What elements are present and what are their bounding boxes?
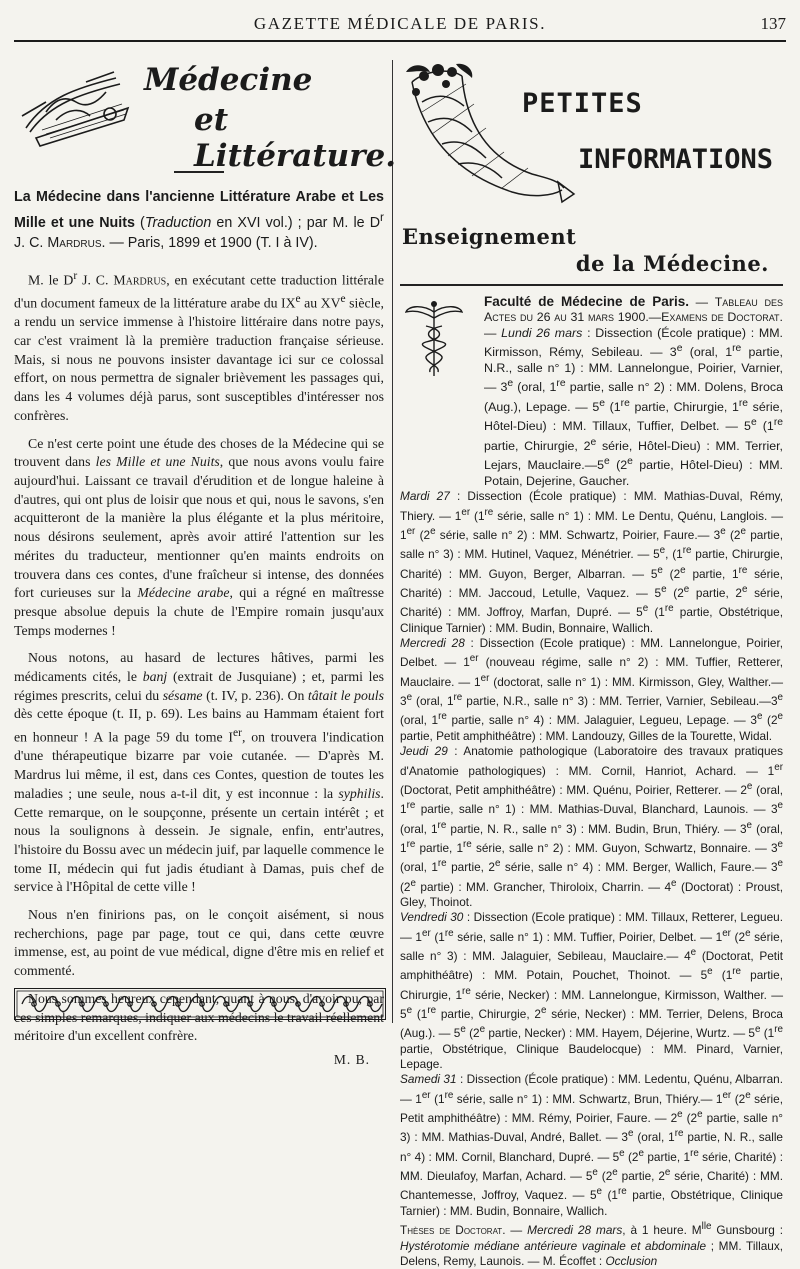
- section-heading-line1: Enseignement: [402, 224, 577, 249]
- exam-schedule-text: Mardi 27 : Dissection (École pratique) : MM. Mathias-Duval, Rémy, Thiery. — 1er (1re série, salle n° 1) : MM. Le Dentu, Quénu, Langlois. — 1er (2e série, salle n° 2) : MM. Schwartz, Poirier, Faure.— 3e (2e partie, salle n° 3) : MM. Hutinel, Vaquez, Ménétrier. — 5e, (1re partie, Chirurgie, Charité) : MM. Guyon, Berger, Albarran. — 5e (2e partie, 1re série, Charité) : MM. Jaccoud, Letulle, Vaquez. — 5e (2e partie, 2e série, Charité) : MM. Joffroy, Marfan, Dupré. — 5e (1re partie, Obstétrique, Clinique Tarnier) : MM. Budin, Bonnaire, Wallich. Mercredi 28 : Dissection (Ecole pratique) : MM. Lannelongue, Poirier, Delbet. — 1er (nouveau régime, salle n° 2) : MM. Tuffier, Retterer, Mauclaire. — 1er (doctorat, salle n° 1) : MM. Kirmisson, Gley, Walther.— 3e (oral, 1re partie, N.R., salle n° 3) : MM. Terrier, Varnier, Sebileau.—3e (oral, 1re partie, salle n° 4) : MM. Jalaguier, Legueu, Lepage. — 3e (2e partie, Petit amphithéâtre) : MM. Landouzy, Gilles de la Tourette, Widal. Jeudi 29 : Anatomie pathologique (Laboratoire des travaux pratiques d'Anatomie pathologiques) : MM. Cornil, Hanriot, Achard. — 1er (Doctorat, Petit amphithéâtre) : MM. Quénu, Poirier, Retterer. — 2e (oral, 1re partie, salle n° 1) : MM. Mathias-Duval, Blanchard, Launois. — 3e (oral, 1re partie, N. R., salle n° 3) : MM. Budin, Brun, Thiéry. — 3e (oral, 1re partie, 1re série, salle n° 2) : MM. Guyon, Schwartz, Bonnaire. — 3e (oral, 1re partie, 2e série, salle n° 4) : MM. Berger, Wallich, Faure.— 3e (2e partie) : MM. Grancher, Thiroloix, Charrin. — 4e (Doctorat) : Proust, Gley, Thoinot. Vendredi 30 : Dissection (Ecole pratique) : MM. Tillaux, Retterer, Legueu. — 1er (1re série, salle n° 1) : MM. Tuffier, Poirier, Delbet. — 1er (2e série, salle n° 3) : MM. Jalaguier, Sebileau, Mauclaire.— 4e (Doctorat, Petit amphithéâtre) : MM. Potain, Pouchet, Thoinot. — 5e (1re partie, Chirurgie, 1re série, Necker) : MM. Lannelongue, Kirmisson, Walther. — 5e (1re partie, Chirurgie, 2e série, Necker) : MM. Terrier, Delens, Broca (Aug.). — 5e (2e partie, Necker) : MM. Hayem, Déjerine, Wurtz. — 5e (1re partie, Obstétrique, Clinique Baudelocque) : MM. Pinard, Varnier, Lepage. Samedi 31 : Dissection (École pratique) : MM. Ledentu, Quénu, Albarran.— 1er (1re série, salle n° 1) : MM. Schwartz, Brun, Thiéry.— 1er (2e série, Petit amphithéâtre) : MM. Rémy, Poirier, Faure. — 2e (2e partie, salle n° 3) : MM. Mathias-Duval, André, Ballet. — 3e (oral, 1re partie, N. R., salle n° 4) : MM. Cornil, Blanchard, Dupré. — 5e (2e partie, 1re série, Charité) : MM. Dieulafoy, Marfan, Achard. — 5e (2e partie, 2e série, Charité) : MM. Chantemesse, Joffroy, Vaquez. — 5e (1re partie, Obstétrique, Clinique Tarnier) : MM. Budin, Bonnaire, Wallich. Thèses de Doctorat. — Mercredi 28 mars, à 1 heure. $M^{lle}$ Gunsbourg : Hystérotomie médiane antérieure vaginale et abdominale ; MM. Tillaux, Delens, Remy, Launois. — M. Écoffet : Occlusion: [400, 489, 784, 1268]
- banner-title-petites: PETITES: [522, 88, 643, 119]
- caduceus-icon: [404, 298, 464, 378]
- right-column: [400, 58, 783, 1269]
- left-column: [14, 58, 397, 1068]
- journal-title: GAZETTE MÉDICALE DE PARIS.: [253, 14, 547, 33]
- section-banner-right: [400, 58, 783, 208]
- banner-title-line2: et Littérature.: [194, 102, 397, 174]
- article-paragraph: Ce n'est certe point une étude des choses de la Médecine qui se trouvent dans les Mille et une Nuits, que nous avons voulu faire aujourd'hui. Laissant ce travail d'érudition et de longue haleine à d'autres, qui ont plus de loisir que nous et qui, nous le savons, s'en acquitteront de la manière la plus élégante et la plus méritoire, nous désirons seulement, après avoir attiré l'attention sur les mérites du traducteur, mentionner qu'en maints endroits on trouvera dans ces contes, d'une fraîcheur si intense, des données fort curieuses sur la Médecine arabe, qui a régné en maîtresse presque absolue depuis la chute de l'Empire romain jusqu'aux Temps modernes !: [14, 435, 384, 638]
- column-divider: [392, 60, 393, 1023]
- banner-title-line1: Médecine: [144, 62, 313, 98]
- faculty-block: [400, 294, 783, 489]
- banner-title-informations: INFORMATIONS: [578, 144, 774, 175]
- article-title: La Médecine dans l'ancienne Littérature Arabe et Les Mille et une Nuits (Traduction en XVI vol.) ; par M. le $D^r$ J. C. Mardrus. — Paris, 1899 et 1900 (T. I à IV).: [14, 189, 385, 251]
- page-number: 137: [760, 14, 786, 33]
- section-rule: [400, 284, 783, 286]
- article-paragraph: Nous n'en finirions pas, on le conçoit aisément, si nous recherchions, page par page, tout ce qui, dans cette œuvre immense, est, au point de vue médical, digne d'être mis en relief et commenté.: [14, 907, 384, 979]
- page-header: [14, 14, 786, 42]
- article-paragraph: Nous sommes heureux cependant, quant à nous, d'avoir pu, par ces simples remarques, indiquer aux médecins le travail réellement méritoire d'un excellent confrère.: [14, 990, 384, 1044]
- scroll-and-quill-icon: [16, 68, 134, 148]
- cornucopia-icon: [402, 62, 582, 212]
- article-paragraph: M. le $D^r$ J. C. Mardrus, en exécutant cette traduction littérale d'un document fameux de la littérature arabe du IXe au XVe siècle, a rendu un service immense à l'histoire littéraire dans notre pays, car c'est vraiment là la première traduction française sérieuse. Mais, si nous ne pouvons insister davantage ici sur ce colossal effort, on nous permettra de signaler brièvement les passages qui, dans les 4 volumes déjà parus, sont susceptibles d'intéresser nos confrères.: [14, 269, 384, 423]
- article-signature: M. B.: [333, 1051, 370, 1067]
- decorative-border-ornament: [14, 988, 386, 1020]
- faculty-header-text: Faculté de Médecine de Paris. — Tableau des Actes du 26 au 31 mars 1900.—Examens de Doctorat. — Lundi 26 mars : Dissection (École pratique) : MM. Kirmisson, Rémy, Sebileau. — 3e (oral, 1re partie, N.R., salle n° 1) : MM. Lannelongue, Poirier, Varnier, — 3e (oral, 1re partie, salle n° 2) : MM. Dolens, Broca (Aug.), Lepage. — 5e (1re partie, Chirurgie, 1re série, Hôtel-Dieu) : MM. Tillaux, Tuffier, Delbet. — 5e (1re partie, Chirurgie, 2e série, Hôtel-Dieu) : MM. Terrier, Lejars, Mauclaire.—5e (2e partie, Hôtel-Dieu) : MM. Potain, Dejerine, Gaucher.: [484, 294, 783, 488]
- section-banner-left: [14, 58, 397, 174]
- section-heading-line2: de la Médecine.: [575, 251, 769, 276]
- article-body: [14, 267, 384, 1046]
- article-paragraph: Nous notons, au hasard de lectures hâtives, parmi les médicaments cités, le banj (extrait de Jusquiane) ; et, parmi les régimes prescrits, celui du sésame (t. IV, p. 236). On tâtait le pouls dès cette époque (t. II, p. 69). Les bains au Hammam étaient fort en honneur ! A la page 59 du tome Ier, on trouvera l'indication d'une thérapeutique bizarre par voie cutanée. — D'après M. Mardrus lui même, il est, dans ces Contes, question de toutes les maladies ; une seule, nous a-t-il dit, y est inconnue : la syphilis. Cette remarque, on le soupçonne, présente un certain intérêt ; et nous la soulignons à dessein. Je signale, enfin, entr'autres, l'histoire du Bossu avec un médecin juif, par laquelle commence le tome II, médecin qui fut jadis étudiant à Damas, puis chef de service à l'Hôpital de cette ville !: [14, 650, 385, 895]
